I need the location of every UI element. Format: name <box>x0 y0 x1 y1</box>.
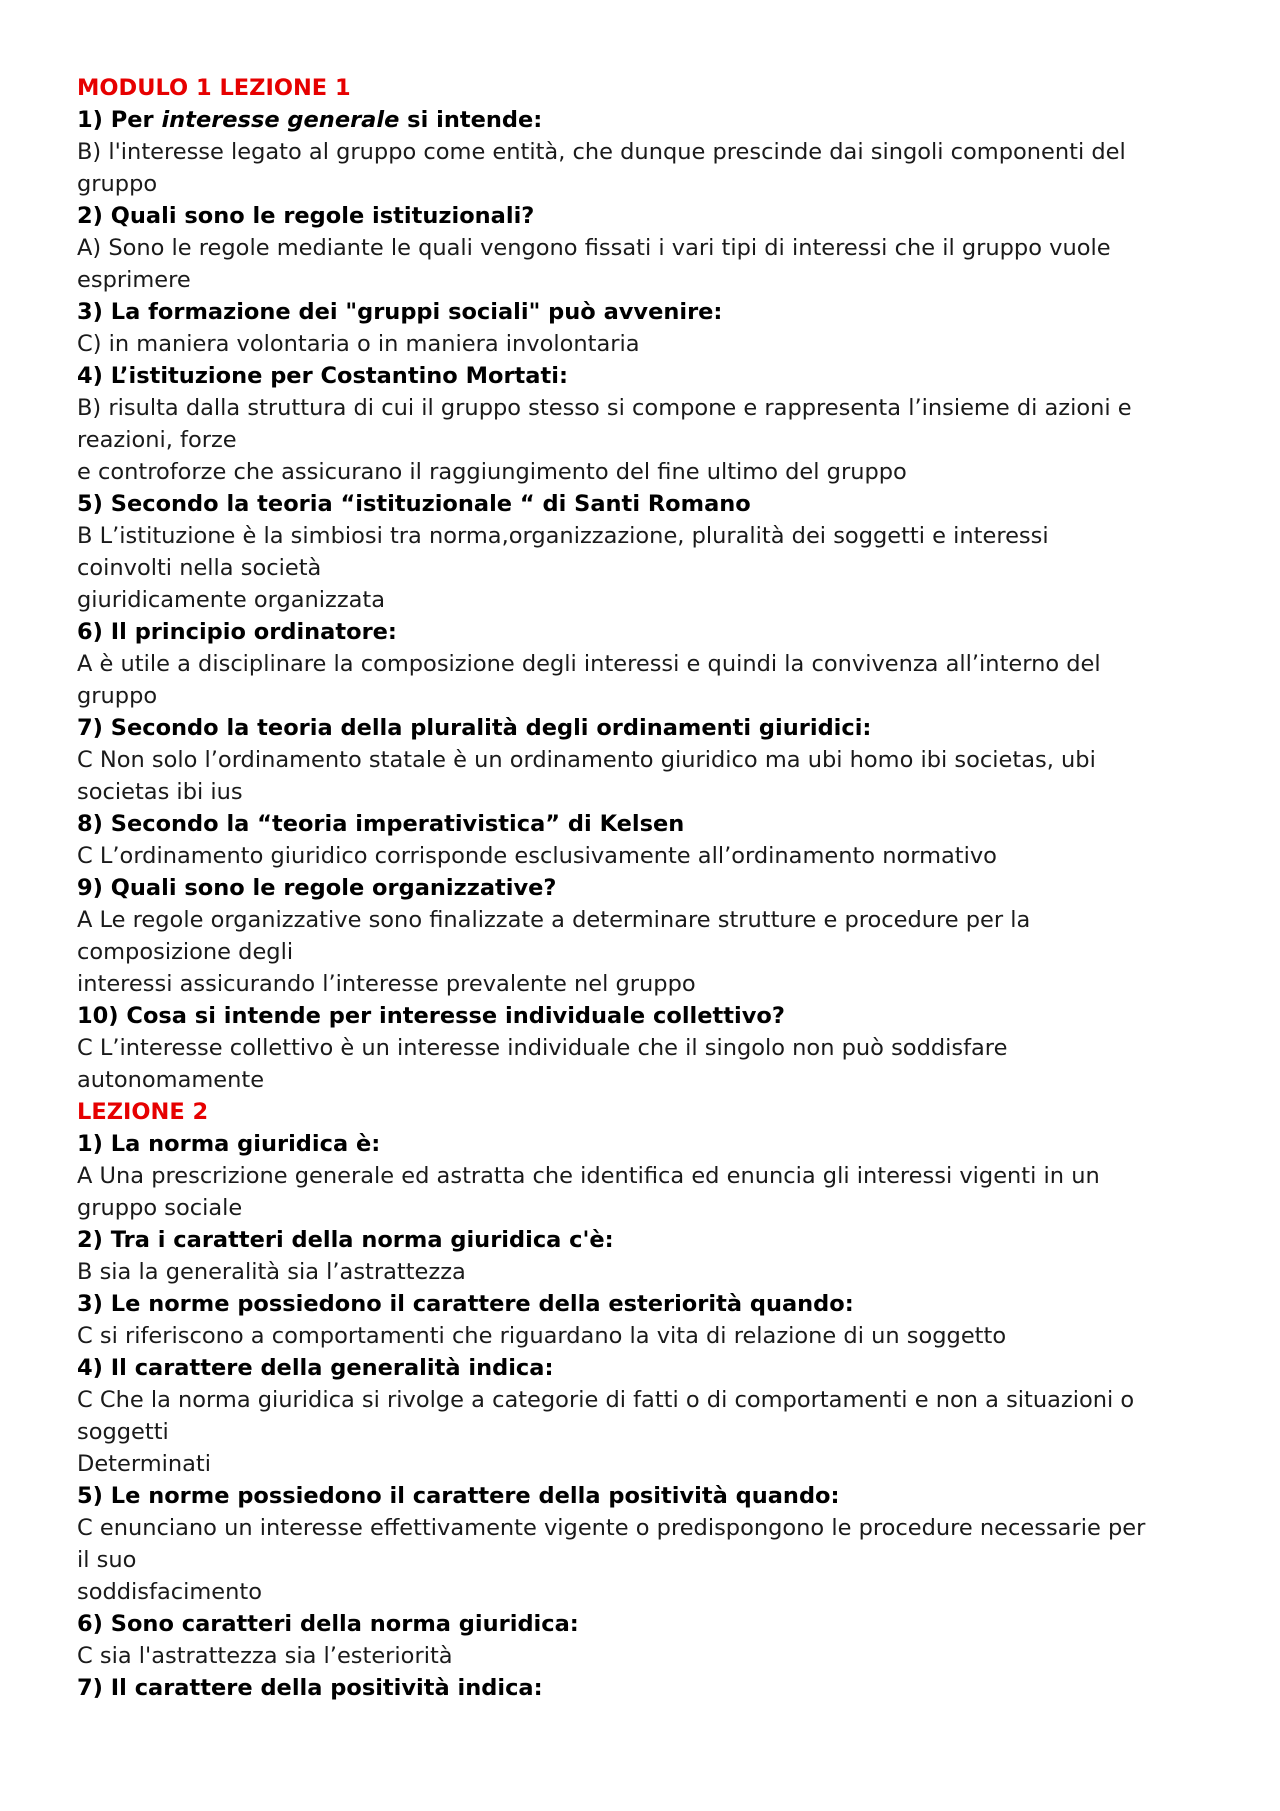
question-line: 4) Il carattere della generalità indica: <box>77 1355 554 1381</box>
answer-line: B sia la generalità sia l’astrattezza <box>77 1259 466 1285</box>
answer-line: C Che la norma giuridica si rivolge a categorie di fatti o di comportamenti e non a situazioni o <box>77 1387 1135 1413</box>
answer-line: soddisfacimento <box>77 1579 262 1605</box>
answer-line: Determinati <box>77 1451 211 1477</box>
answer-line: interessi assicurando l’interesse prevalente nel gruppo <box>77 971 696 997</box>
answer-line: C enunciano un interesse effettivamente vigente o predispongono le procedure necessarie per <box>77 1515 1146 1541</box>
question-line: 4) L’istituzione per Costantino Mortati: <box>77 363 568 389</box>
lesson1-content <box>77 136 1217 1096</box>
answer-line: il suo <box>77 1547 137 1573</box>
question-line: 1) La norma giuridica è: <box>77 1131 381 1157</box>
answer-line: B) risulta dalla struttura di cui il gruppo stesso si compone e rappresenta l’insieme di azioni e <box>77 395 1132 421</box>
answer-line: C L’interesse collettivo è un interesse individuale che il singolo non può soddisfare <box>77 1035 1008 1061</box>
answer-line: A) Sono le regole mediante le quali vengono fissati i vari tipi di interessi che il gruppo vuole <box>77 235 1111 261</box>
answer-line: B L’istituzione è la simbiosi tra norma,organizzazione, pluralità dei soggetti e interessi <box>77 523 1049 549</box>
answer-line: giuridicamente organizzata <box>77 587 386 613</box>
answer-line: reazioni, forze <box>77 427 237 453</box>
answer-line: C Non solo l’ordinamento statale è un ordinamento giuridico ma ubi homo ibi societas, ubi <box>77 747 1096 773</box>
answer-line: C L’ordinamento giuridico corrisponde esclusivamente all’ordinamento normativo <box>77 843 997 869</box>
question-line: 10) Cosa si intende per interesse individuale collettivo? <box>77 1003 785 1029</box>
question-line: 3) La formazione dei "gruppi sociali" può avvenire: <box>77 299 723 325</box>
question-1-emphasis: interesse generale <box>161 107 400 133</box>
answer-line: gruppo <box>77 171 158 197</box>
answer-line: e controforze che assicurano il raggiungimento del fine ultimo del gruppo <box>77 459 907 485</box>
question-line: 6) Sono caratteri della norma giuridica: <box>77 1611 579 1637</box>
answer-line: gruppo <box>77 683 158 709</box>
question-line: 7) Secondo la teoria della pluralità degli ordinamenti giuridici: <box>77 715 872 741</box>
answer-line: C sia l'astrattezza sia l’esteriorità <box>77 1643 453 1669</box>
answer-line: esprimere <box>77 267 191 293</box>
question-line: 5) Le norme possiedono il carattere della positività quando: <box>77 1483 840 1509</box>
question-1-prefix: 1) Per <box>77 107 162 133</box>
answer-line: societas ibi ius <box>77 779 243 805</box>
question-line: 7) Il carattere della positività indica: <box>77 1675 543 1701</box>
question-1 <box>77 104 1217 136</box>
answer-line: coinvolti nella società <box>77 555 322 581</box>
answer-line: C) in maniera volontaria o in maniera involontaria <box>77 331 640 357</box>
answer-line: B) l'interesse legato al gruppo come entità, che dunque prescinde dai singoli componenti del <box>77 139 1126 165</box>
question-line: 9) Quali sono le regole organizzative? <box>77 875 557 901</box>
lesson1-heading: MODULO 1 LEZIONE 1 <box>77 75 351 101</box>
question-line: 2) Tra i caratteri della norma giuridica c'è: <box>77 1227 614 1253</box>
question-line: 5) Secondo la teoria “istituzionale “ di Santi Romano <box>77 491 751 517</box>
answer-line: autonomamente <box>77 1067 265 1093</box>
answer-line: C si riferiscono a comportamenti che riguardano la vita di relazione di un soggetto <box>77 1323 1007 1349</box>
question-line: 8) Secondo la “teoria imperativistica” di Kelsen <box>77 811 685 837</box>
lesson2-heading: LEZIONE 2 <box>77 1099 209 1125</box>
document-page <box>77 72 1217 1704</box>
question-line: 6) Il principio ordinatore: <box>77 619 397 645</box>
answer-line: A Una prescrizione generale ed astratta che identifica ed enuncia gli interessi vigenti in un <box>77 1163 1100 1189</box>
answer-line: soggetti <box>77 1419 169 1445</box>
question-1-suffix: si intende: <box>399 107 543 133</box>
lesson2-content <box>77 1128 1217 1704</box>
answer-line: gruppo sociale <box>77 1195 243 1221</box>
answer-line: composizione degli <box>77 939 294 965</box>
answer-line: A è utile a disciplinare la composizione degli interessi e quindi la convivenza all’interno del <box>77 651 1101 677</box>
question-line: 3) Le norme possiedono il carattere della esteriorità quando: <box>77 1291 854 1317</box>
answer-line: A Le regole organizzative sono finalizzate a determinare strutture e procedure per la <box>77 907 1031 933</box>
question-line: 2) Quali sono le regole istituzionali? <box>77 203 535 229</box>
